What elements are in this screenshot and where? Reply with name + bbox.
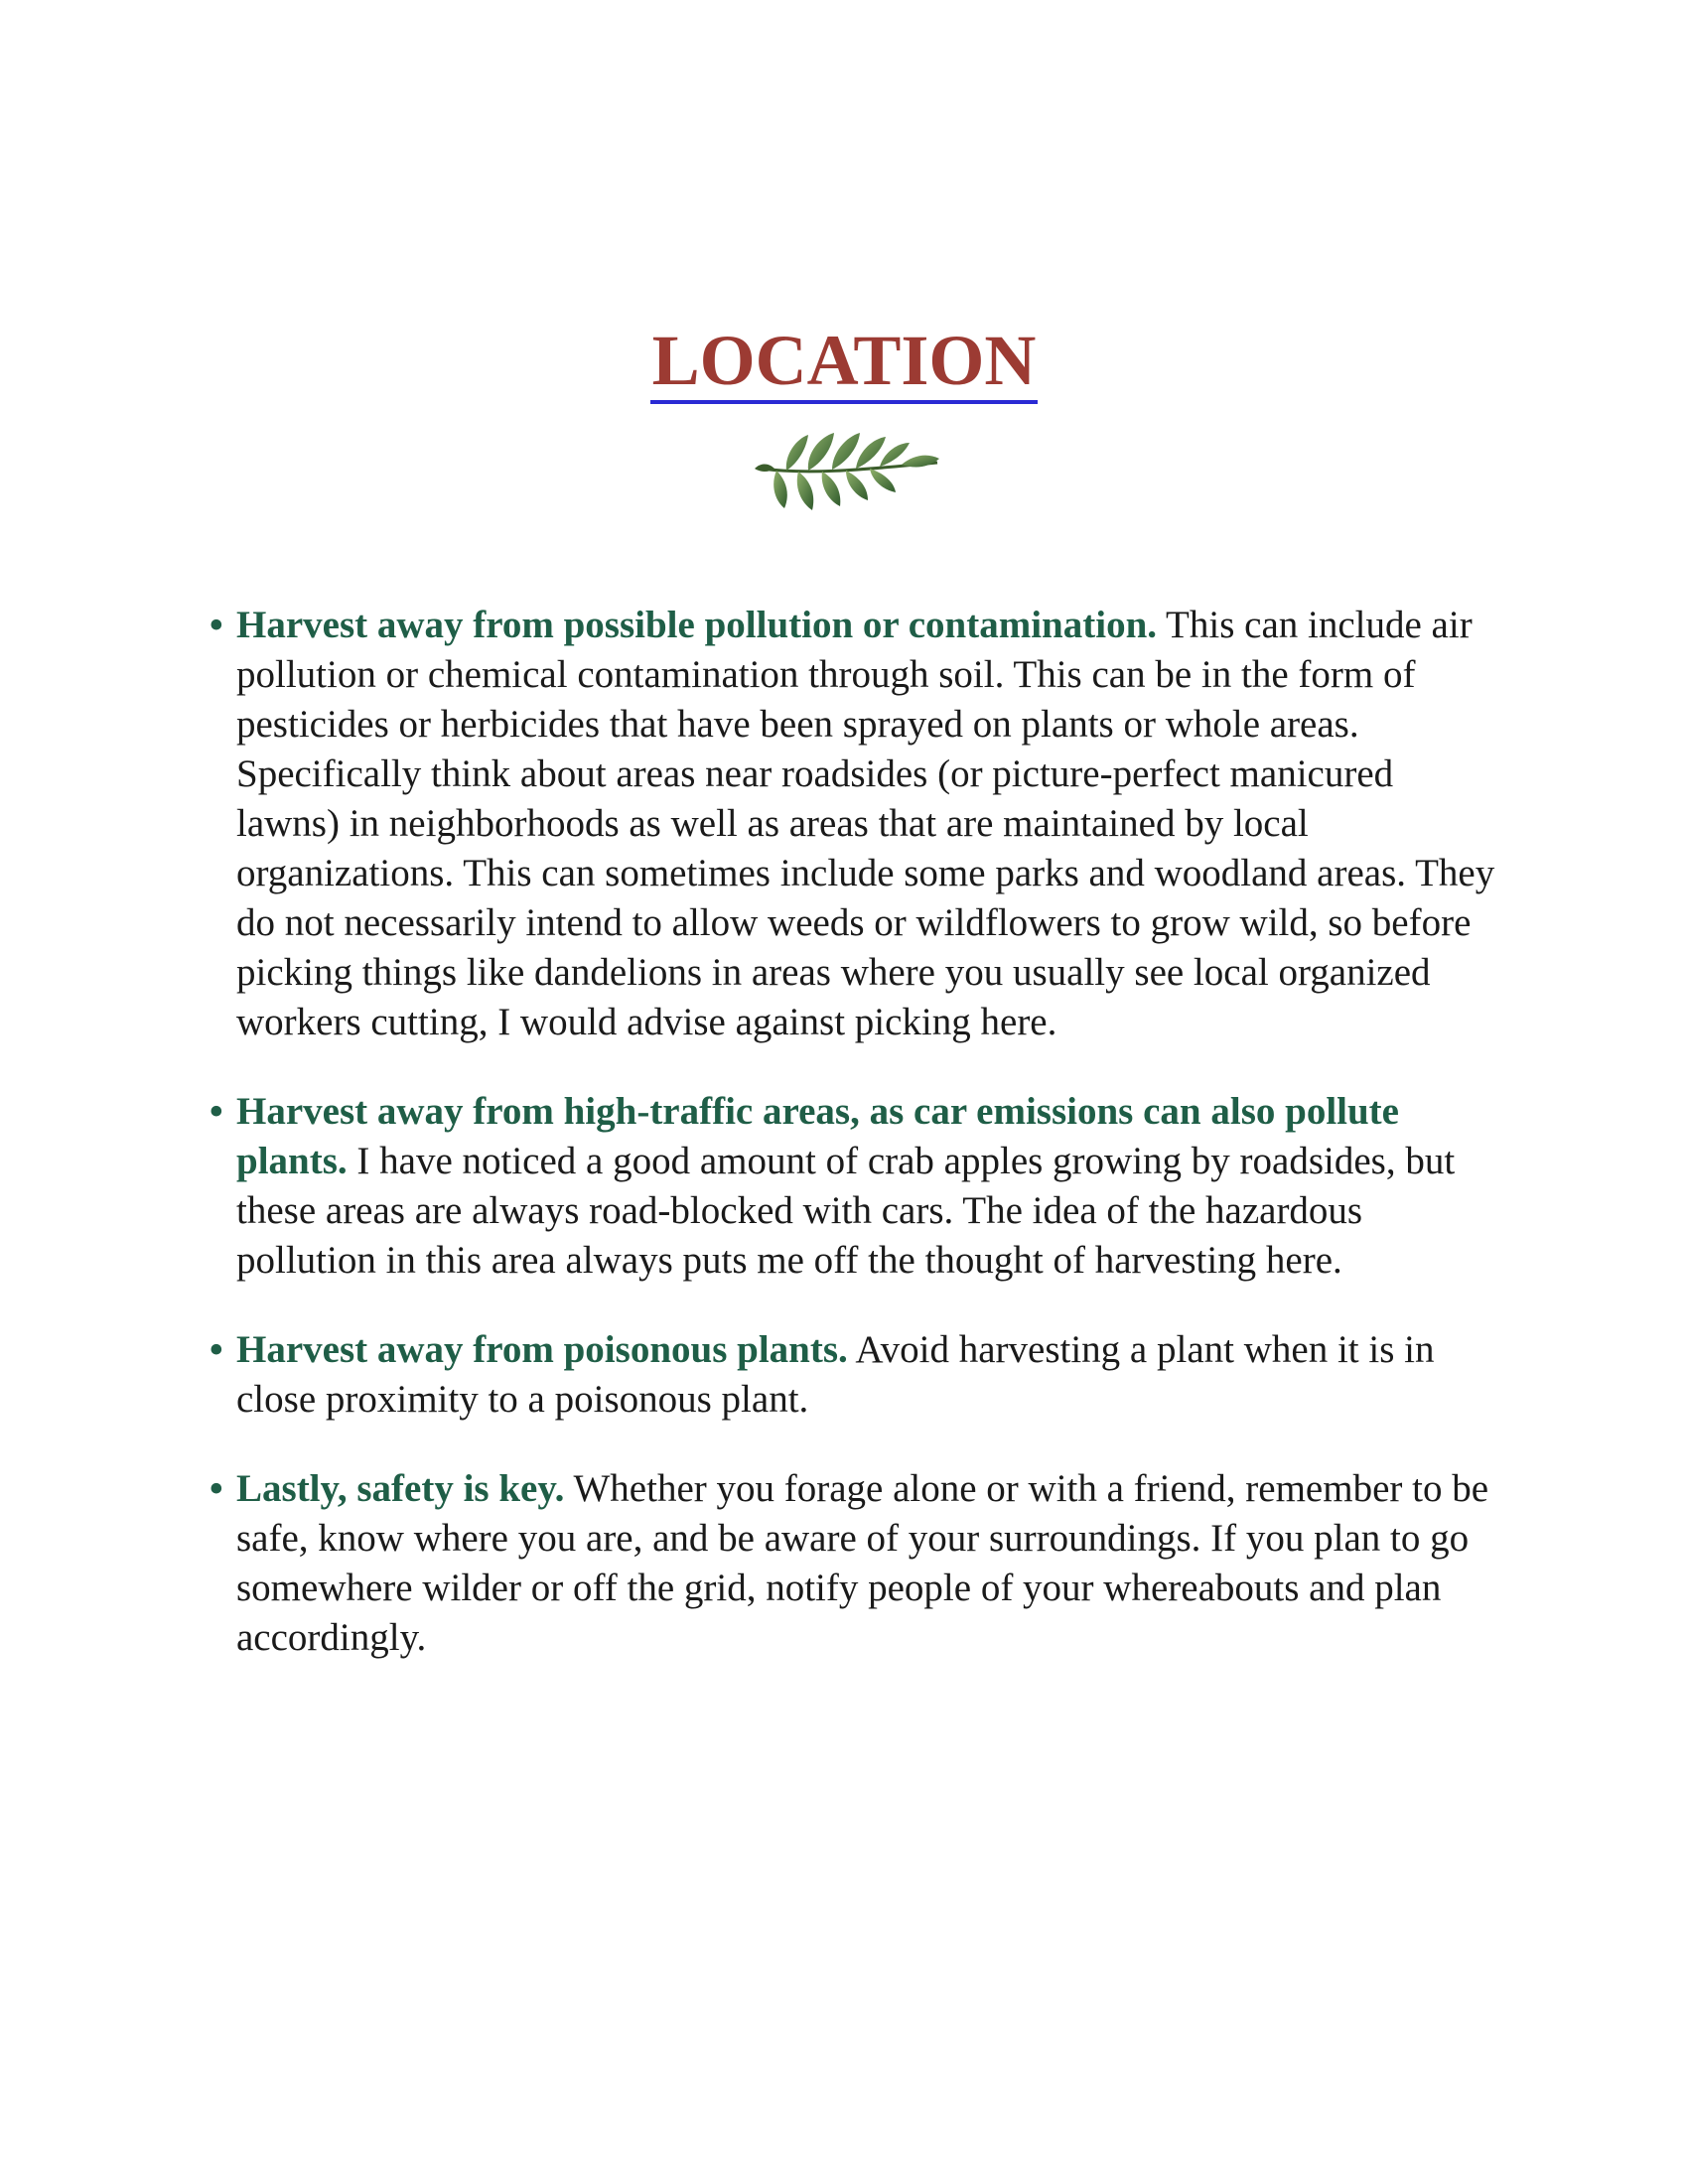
- bullet-dot: •: [210, 604, 223, 646]
- bullet-dot: •: [210, 1090, 223, 1133]
- page-title-text: LOCATION: [650, 321, 1039, 404]
- list-item: [210, 1325, 1500, 1425]
- list-item: [210, 601, 1500, 1047]
- guidance-list: [210, 601, 1500, 1703]
- bullet-lead: Harvest away from high-traffic areas, as car emissions can also pollute plants.: [236, 1090, 1399, 1182]
- list-item: [210, 1464, 1500, 1663]
- bullet-body: Whether you forage alone or with a friend, remember to be safe, know where you are, and be aware of your surroundings. If you plan to go somewhere wilder or off the grid, notify people of your whereabouts and plan accordingly.: [236, 1467, 1489, 1659]
- bullet-body: I have noticed a good amount of crab apples growing by roadsides, but these areas are always road-blocked with cars. The idea of the hazardous pollution in this area always puts me off the thought of harvesting here.: [236, 1140, 1456, 1282]
- bullet-dot: •: [210, 1328, 223, 1371]
- bullet-body: Avoid harvesting a plant when it is in close proximity to a poisonous plant.: [236, 1328, 1435, 1421]
- bullet-lead: Harvest away from possible pollution or contamination.: [236, 604, 1158, 646]
- bullet-body: This can include air pollution or chemical contamination through soil. This can be in the form of pesticides or herbicides that have been sprayed on plants or whole areas. Specifically think about areas near roadsides (or picture-perfect manicured lawns) in neighborhoods as well as areas that are maintained by local organizations. This can sometimes include some parks and woodland areas. They do not necessarily intend to allow weeds or wildflowers to grow wild, so before picking things like dandelions in areas where you usually see local organized workers cutting, I would advise against picking here.: [236, 604, 1495, 1043]
- bullet-lead: Harvest away from poisonous plants.: [236, 1328, 848, 1371]
- leaf-sprig-icon: [747, 429, 941, 512]
- bullet-dot: •: [210, 1467, 223, 1510]
- list-item: [210, 1087, 1500, 1286]
- page-title: [0, 316, 1688, 405]
- bullet-lead: Lastly, safety is key.: [236, 1467, 565, 1510]
